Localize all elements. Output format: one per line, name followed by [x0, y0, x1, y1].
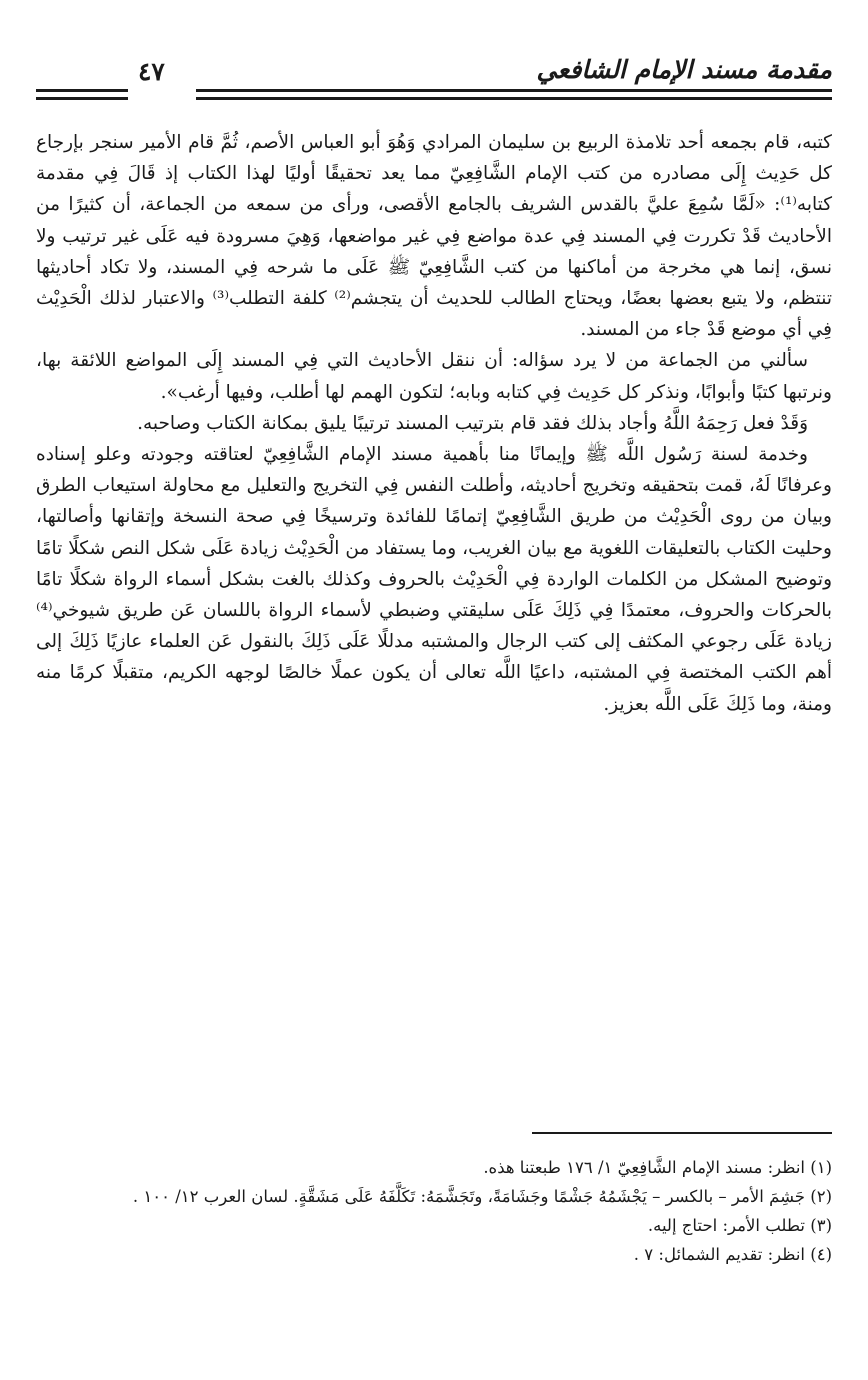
header-rule-right-lower: [196, 97, 832, 100]
paragraph-1: كتبه، قام بجمعه أحد تلامذة الربيع بن سليمان المرادي وَهُوَ أبو العباس الأصم، ثُمَّ قام الأمير سنجر بإرجاع كل حَدِيث إِلَى مصادره من كتب الإمام الشَّافِعِيّ مما يعد تحقيقًا أوليًا لهذا الكتاب إذ قَالَ فِي مقدمة كتابه⁽¹⁾: «لَمَّا سُمِعَ عليَّ بالقدس الشريف بالجامع الأقصى، ورأى من سمعه من الجماعة، أن كثيرًا من الأحاديث قَدْ تكررت فِي المسند فِي عدة مواضع فِي غير مواضعها، وَهِيَ مسرودة فيه عَلَى غير ترتيب ولا نسق، إنما هي مخرجة من أماكنها من كتب الشَّافِعِيّ ﷺ عَلَى ما شرحه فِي المسند، ولا تكاد أحاديثها تنتظم، ولا يتبع بعضها بعضًا، ويحتاج الطالب للحديث أن يتجشم⁽²⁾ كلفة التطلب⁽³⁾ والاعتبار لذلك الْحَدِيْث فِي أي موضع قَدْ جاء من المسند.: [36, 132, 833, 341]
header-rule-left-lower: [36, 97, 128, 100]
page-header: [36, 52, 832, 102]
running-title: مقدمة مسند الإمام الشافعي: [536, 55, 832, 84]
main-text: [36, 127, 832, 720]
footnotes: [36, 1154, 832, 1270]
page-number: ٤٧: [138, 57, 165, 86]
paragraph-3: وَقَدْ فعل رَحِمَهُ اللَّهُ وأجاد بذلك فقد قام بترتيب المسند ترتيبًا يليق بمكانة الكتاب وصاحبه.: [137, 412, 808, 434]
footnote-2: (٢) جَشِمَ الأمر – بالكسر – يَجْشَمُهُ جَشْمًا وجَشَامَةً، وتَجَشَّمَهُ: تَكَلَّفَهُ عَلَى مَشَقَّةٍ. لسان العرب ١٢/ ١٠٠ .: [132, 1187, 832, 1206]
footnote-1: (١) انظر: مسند الإمام الشَّافِعِيّ ١/ ١٧٦ طبعتنا هذه.: [483, 1158, 832, 1177]
footnote-separator: [532, 1132, 832, 1134]
footnote-3: (٣) تطلب الأمر: احتاج إليه.: [647, 1216, 832, 1235]
header-rule-left-upper: [36, 89, 128, 92]
paragraph-2: سألني من الجماعة من لا يرد سؤاله: أن ننقل الأحاديث التي فِي المسند إِلَى المواضع اللائقة بها، ونرتبها كتبًا وأبوابًا، ونذكر كل حَدِيث فِي كتابه وبابه؛ لتكون الهمم لها أطلب، وفيها أرغب».: [36, 350, 832, 403]
paragraph-4: وخدمة لسنة رَسُول اللَّه ﷺ وإيمانًا منا بأهمية مسند الإمام الشَّافِعِيّ لعتاقته وجودته وعلو إسناده وعرفانًا لَهُ، قمت بتحقيقه وتخريج أحاديثه، وأطلت النفس فِي التخريج والتعليل مع محاولة استيعاب الطرق وبيان من روى الْحَدِيْث من طريق الشَّافِعِيّ إتمامًا للفائدة وترسيخًا فِي صحة النسخة وإتقانها وأصالتها، وحليت الكتاب بالتعليقات اللغوية مع بيان الغريب، وما يستفاد من الْحَدِيْث زيادة عَلَى شكل النص شكلًا تامًا وتوضيح المشكل من الكلمات الواردة فِي الْحَدِيْث بالحروف وكذلك بالغت بشكل أسماء الرواة شكلًا تامًا بالحركات والحروف، معتمدًا فِي ذَلِكَ عَلَى سليقتي وضبطي لأسماء الرواة باللسان عَن طريق شيوخي⁽⁴⁾ زيادة عَلَى رجوعي المكثف إلى كتب الرجال والمشتبه مدللًا عَلَى ذَلِكَ بالنقول عَن العلماء عازيًا ذَلِكَ إلى أهم الكتب المختصة فِي المشتبه، داعيًا اللَّه تعالى أن يكون عملًا خالصًا لوجهه الكريم، متقبلًا كرمًا منه ومنة، وما ذَلِكَ عَلَى اللَّه بعزيز.: [36, 444, 832, 715]
header-rule-right-upper: [196, 89, 832, 92]
footnote-4: (٤) انظر: تقديم الشمائل: ٧ .: [633, 1245, 832, 1264]
